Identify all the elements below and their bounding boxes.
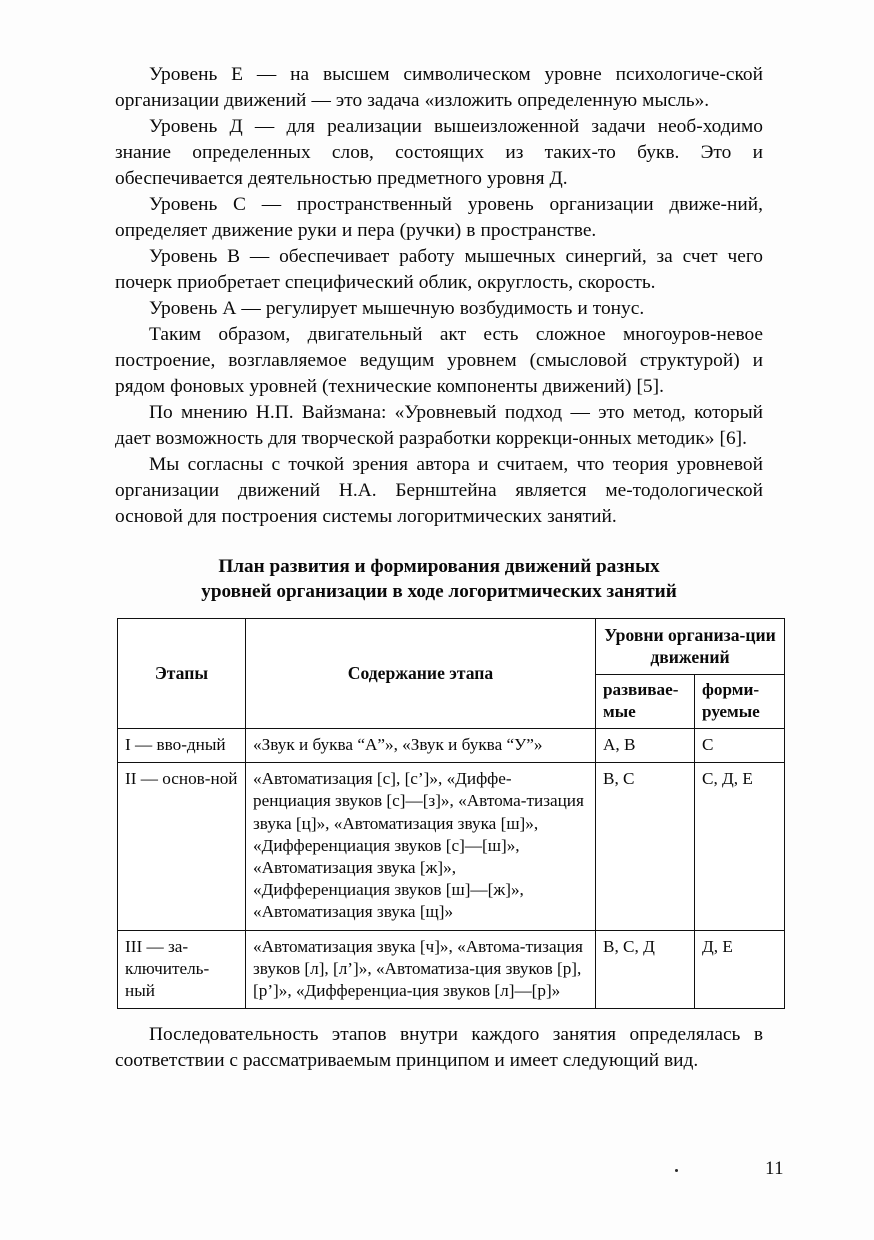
header-stages: Этапы bbox=[118, 619, 246, 729]
table-title bbox=[115, 554, 763, 604]
header-levels-group: Уровни организа-ции движений bbox=[596, 619, 785, 675]
header-stage-content: Содержание этапа bbox=[246, 619, 596, 729]
paragraph-level-d: Уровень Д — для реализации вышеизложенной задачи необ-ходимо знание определенных слов, состоящих из таких-то букв. Это и обеспечивается деятельностью предметного уровня Д. bbox=[115, 116, 763, 189]
cell-content: «Автоматизация [с], [с’]», «Диффе-ренциация звуков [с]—[з]», «Автома-тизация звука [ц]», «Автоматизация звука [ш]», «Дифференциация звуков [с]—[ш]», «Автоматизация звука [ж]», «Дифференциация звуков [ш]—[ж]», «Автоматизация звука [щ]» bbox=[246, 763, 596, 930]
paragraph-level-b: Уровень В — обеспечивает работу мышечных синергий, за счет чего почерк приобретает специфический облик, округлость, скорость. bbox=[115, 246, 763, 293]
table-header-row-top bbox=[118, 619, 785, 675]
plan-table bbox=[117, 618, 785, 1009]
paragraph-level-e: Уровень Е — на высшем символическом уровне психологиче-ской организации движений — это задача «изложить определенную мысль». bbox=[115, 64, 763, 111]
closing-paragraph: Последовательность этапов внутри каждого занятия определялась в соответствии с рассматриваемым принципом и имеет следующий вид. bbox=[115, 1024, 763, 1072]
cell-stage: II — основ-ной bbox=[118, 763, 246, 930]
table-title-line-2: уровней организации в ходе логоритмических занятий bbox=[201, 581, 677, 602]
table-row bbox=[118, 930, 785, 1009]
cell-developed: В, С, Д bbox=[596, 930, 695, 1009]
page-content bbox=[115, 62, 776, 1074]
cell-formed: Д, Е bbox=[695, 930, 785, 1009]
header-developed: развивае-мые bbox=[596, 675, 695, 729]
table-title-line-1: План развития и формирования движений разных bbox=[218, 556, 660, 577]
cell-content: «Автоматизация звука [ч]», «Автома-тизация звуков [л], [л’]», «Автоматиза-ция звуков [р], [р’]», «Дифференциа-ция звуков [л]—[р]» bbox=[246, 930, 596, 1009]
cell-stage: III — за-ключитель-ный bbox=[118, 930, 246, 1009]
paragraph-level-c: Уровень С — пространственный уровень организации движе-ний, определяет движение руки и пера (ручки) в пространстве. bbox=[115, 194, 763, 241]
paragraph-level-a: Уровень А — регулирует мышечную возбудимость и тонус. bbox=[149, 298, 645, 319]
cell-developed: В, С bbox=[596, 763, 695, 930]
cell-formed: С, Д, Е bbox=[695, 763, 785, 930]
table-row bbox=[118, 763, 785, 930]
scan-artifact-speck bbox=[675, 1169, 678, 1172]
paragraph-vaizman-quote: По мнению Н.П. Вайзмана: «Уровневый подход — это метод, который дает возможность для творческой разработки коррекци-онных методик» [6]. bbox=[115, 402, 763, 449]
cell-content: «Звук и буква “А”», «Звук и буква “У”» bbox=[246, 729, 596, 763]
cell-developed: А, В bbox=[596, 729, 695, 763]
header-formed: форми-руемые bbox=[695, 675, 785, 729]
paragraph-bernshtein-conclusion: Мы согласны с точкой зрения автора и считаем, что теория уровневой организации движений Н.А. Бернштейна является ме-тодологической основой для построения системы логоритмических занятий. bbox=[115, 454, 763, 527]
paragraph-multilevel-structure: Таким образом, двигательный акт есть сложное многоуров-невое построение, возглавляемое ведущим уровнем (смысловой структурой) и рядом фоновых уровней (технические компоненты движений) [5]. bbox=[115, 324, 763, 397]
cell-formed: С bbox=[695, 729, 785, 763]
table-row bbox=[118, 729, 785, 763]
page-number: 11 bbox=[765, 1159, 784, 1179]
cell-stage: I — вво-дный bbox=[118, 729, 246, 763]
